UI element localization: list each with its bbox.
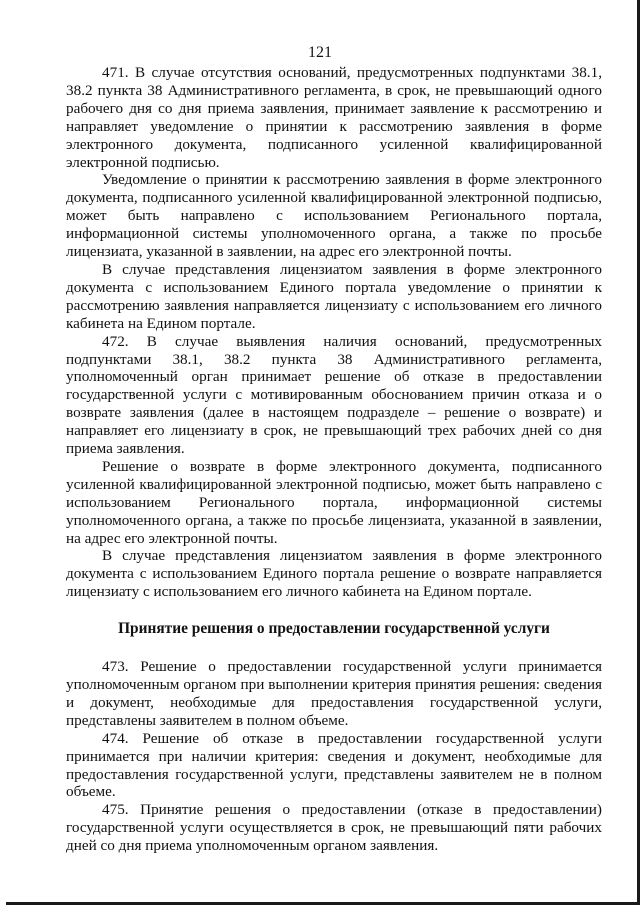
paragraph-return-decision: Решение о возврате в форме электронного документа, подписанного усиленной квалифицированной электронной подписью, может быть направлено с использованием Регионального портала, информационной системы уполномоченного органа, а также по просьбе лицензиата, указанной в заявлении, на адрес его электронной почты. <box>66 457 602 547</box>
page-number: 121 <box>308 44 332 61</box>
section-heading: Принятие решения о предоставлении государственной услуги <box>118 620 550 638</box>
paragraph-474: 474. Решение об отказе в предоставлении государственной услуги принимается при наличии критерия: сведения и документ, необходимые для предоставления государственной услуги, представлены заявителем не в полном объеме. <box>66 729 602 801</box>
document-body <box>66 64 602 855</box>
paragraph-unified-portal-return: В случае представления лицензиатом заявления в форме электронного документа с использованием Единого портала решение о возврате направляется лицензиату с использованием его личного кабинета на Едином портале. <box>66 547 602 601</box>
paragraph-471: 471. В случае отсутствия оснований, предусмотренных подпунктами 38.1, 38.2 пункта 38 Административного регламента, в срок, не превышающий одного рабочего дня со дня приема заявления, принимает заявление к рассмотрению и направляет уведомление о принятии к рассмотрению заявления в форме электронного документа, подписанного усиленной квалифицированной электронной подписью. <box>66 64 602 171</box>
paragraph-472: 472. В случае выявления наличия оснований, предусмотренных подпунктами 38.1, 38.2 пункта 38 Административного регламента, уполномоченный орган принимает решение об отказе в предоставлении государственной услуги с мотивированным обоснованием причин отказа и о возврате заявления (далее в настоящем подразделе – решение о возврате) и направляет его лицензиату в срок, не превышающий трех рабочих дней со дня приема заявления. <box>66 332 602 458</box>
paragraph-unified-portal-notification: В случае представления лицензиатом заявления в форме электронного документа с использованием Единого портала уведомление о принятии к рассмотрению заявления направляется лицензиату с использованием его личного кабинета на Едином портале. <box>66 260 602 332</box>
paragraph-473: 473. Решение о предоставлении государственной услуги принимается уполномоченным органом при выполнении критерия принятия решения: сведения и документ, необходимые для предоставления государственной услуги, представлены заявителем в полном объеме. <box>66 658 602 729</box>
paragraph-notification: Уведомление о принятии к рассмотрению заявления в форме электронного документа, подписанного усиленной квалифицированной электронной подписью, может быть направлено с использованием Регионального портала, информационной системы уполномоченного органа, а также по просьбе лицензиата, указанной в заявлении, на адрес его электронной почты. <box>66 171 602 261</box>
paragraph-475: 475. Принятие решения о предоставлении (отказе в предоставлении) государственной услуги осуществляется в срок, не превышающий пяти рабочих дней со дня приема уполномоченным органом заявления. <box>66 801 602 855</box>
